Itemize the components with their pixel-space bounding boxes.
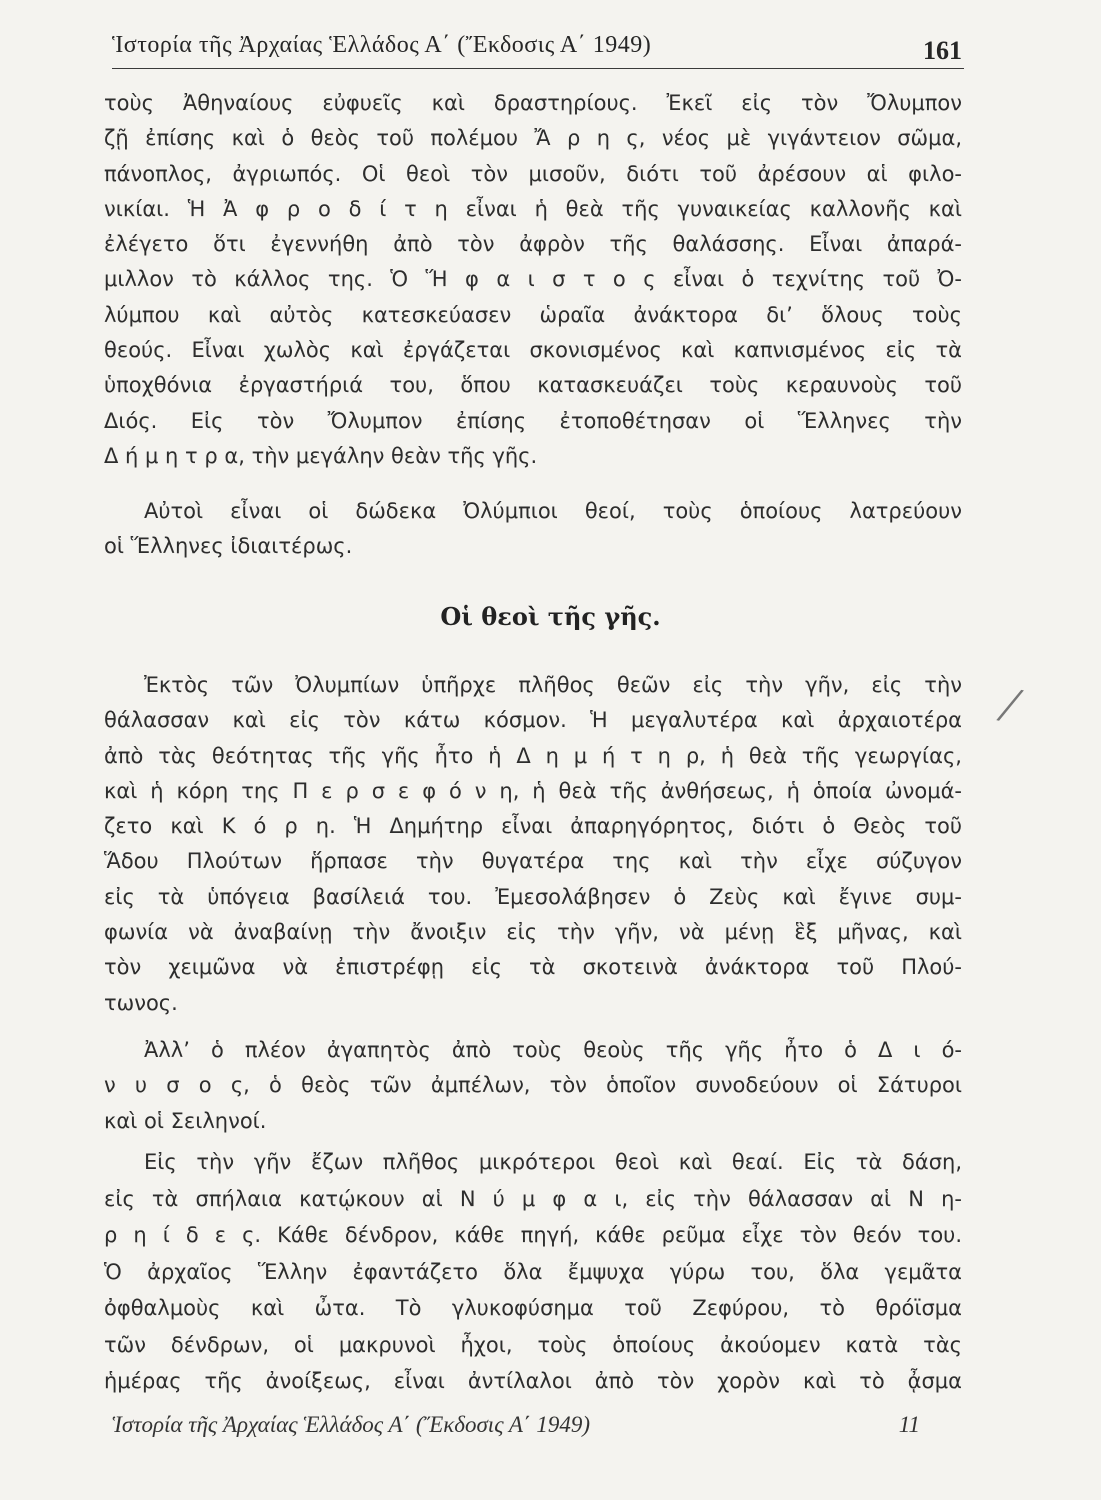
text-line: ζῇ ἐπίσης καὶ ὁ θεὸς τοῦ πολέμου Ἄ ρ η ς, νέος μὲ γιγάντειον σῶμα, — [104, 126, 962, 151]
text-line: καὶ ἡ κόρη της Π ε ρ σ ε φ ό ν η, ἡ θεὰ τῆς ἀνθήσεως, ἡ ὁποία ὠνομά- — [104, 778, 962, 803]
text-line: Ὁ ἀρχαῖος Ἕλλην ἐφαντάζετο ὅλα ἔμψυχα γύρω του, ὅλα γεμᾶτα — [104, 1259, 962, 1284]
text-line: Δ ή μ η τ ρ α, τὴν μεγάλην θεὰν τῆς γῆς. — [104, 443, 538, 468]
text-line: Ἅδου Πλούτων ἥρπασε τὴν θυγατέρα της καὶ τὴν εἶχε σύζυγον — [104, 849, 962, 874]
paragraph-dionysus — [104, 1033, 962, 1139]
text-line: λύμπου καὶ αὐτὸς κατεσκεύασεν ὡραῖα ἀνάκτορα δι’ ὅλους τοὺς — [104, 302, 962, 327]
running-footer — [112, 1412, 920, 1438]
text-line: Εἰς τὴν γῆν ἔζων πλῆθος μικρότεροι θεοὶ καὶ θεαί. Εἰς τὰ δάση, — [144, 1150, 962, 1174]
text-line: ἐλέγετο ὅτι ἐγεννήθη ἀπὸ τὸν ἀφρὸν τῆς θαλάσσης. Εἶναι ἀπαρά- — [104, 232, 962, 257]
text-line: τῶν δένδρων, οἱ μακρυνοὶ ἦχοι, τοὺς ὁποίους ἀκούομεν κατὰ τὰς — [104, 1332, 962, 1357]
text-line: πάνοπλος, ἀγριωπός. Οἱ θεοὶ τὸν μισοῦν, διότι τοῦ ἀρέσουν αἱ φιλο- — [104, 161, 962, 186]
text-line: εἰς τὰ σπήλαια κατῴκουν αἱ Ν ύ μ φ α ι, εἰς τὴν θάλασσαν αἱ Ν η- — [104, 1186, 962, 1211]
running-title: Ἱστορία τῆς Ἀρχαίας Ἑλλάδος Α΄ (Ἔκδοσις Α΄ 1949) — [112, 32, 652, 58]
text-line: ζετο καὶ Κ ό ρ η. Ἡ Δημήτηρ εἶναι ἀπαρηγόρητος, διότι ὁ Θεὸς τοῦ — [104, 814, 962, 839]
text-line: θεούς. Εἶναι χωλὸς καὶ ἐργάζεται σκονισμένος καὶ καπνισμένος εἰς τὰ — [104, 338, 962, 363]
text-line: Αὐτοὶ εἶναι οἱ δώδεκα Ὀλύμπιοι θεοί, τοὺς ὁποίους λατρεύουν — [144, 499, 962, 523]
text-line: καὶ οἱ Σειληνοί. — [104, 1108, 267, 1133]
text-line: μιλλον τὸ κάλλος της. Ὁ Ἥ φ α ι σ τ ο ς εἶναι ὁ τεχνίτης τοῦ Ὀ- — [104, 267, 962, 292]
text-line: τωνος. — [104, 990, 178, 1015]
text-line: ὀφθαλμοὺς καὶ ὦτα. Τὸ γλυκοφύσημα τοῦ Ζεφύρου, τὸ θρόϊσμα — [104, 1296, 962, 1320]
paragraph-minor-deities — [104, 1144, 962, 1400]
text-line: ν υ σ ο ς, ὁ θεὸς τῶν ἀμπέλων, τὸν ὁποῖον συνοδεύουν οἱ Σάτυροι — [104, 1073, 962, 1098]
text-line: φωνία νὰ ἀναβαίνῃ τὴν ἄνοιξιν εἰς τὴν γῆν, νὰ μένῃ ἓξ μῆνας, καὶ — [104, 920, 962, 945]
page-number: 161 — [923, 36, 962, 65]
text-line: ὑποχθόνια ἐργαστήριά του, ὅπου κατασκευάζει τοὺς κεραυνοὺς τοῦ — [104, 373, 962, 398]
footer-page-number: 11 — [898, 1412, 920, 1437]
text-line: Διός. Εἰς τὸν Ὄλυμπον ἐπίσης ἐτοποθέτησαν οἱ Ἕλληνες τὴν — [104, 408, 962, 433]
text-line: τὸν χειμῶνα νὰ ἐπιστρέφῃ εἰς τὰ σκοτεινὰ ἀνάκτορα τοῦ Πλού- — [104, 955, 962, 980]
text-line: θάλασσαν καὶ εἰς τὸν κάτω κόσμον. Ἡ μεγαλυτέρα καὶ ἀρχαιοτέρα — [104, 708, 962, 733]
text-line: ἀπὸ τὰς θεότητας τῆς γῆς ἦτο ἡ Δ η μ ή τ η ρ, ἡ θεὰ τῆς γεωργίας, — [104, 743, 962, 768]
running-header — [112, 28, 964, 69]
paragraph-olympian-gods — [104, 86, 962, 474]
text-line: ἡμέρας τῆς ἀνοίξεως, εἶναι ἀντίλαλοι ἀπὸ τὸν χορὸν καὶ τὸ ᾆσμα — [104, 1369, 962, 1393]
footer-title: Ἱστορία τῆς Ἀρχαίας Ἑλλάδος Α΄ (Ἔκδοσις Α΄ 1949) — [112, 1412, 590, 1437]
section-heading: Οἱ θεοὶ τῆς γῆς. — [440, 602, 661, 631]
text-line: οἱ Ἕλληνες ἰδιαιτέρως. — [104, 534, 353, 559]
pencil-check-mark: / — [996, 676, 1023, 735]
text-line: ρ η ί δ ε ς. Κάθε δένδρον, κάθε πηγή, κάθε ρεῦμα εἶχε τὸν θεόν του. — [104, 1223, 962, 1247]
text-line: τοὺς Ἀθηναίους εὐφυεῖς καὶ δραστηρίους. Ἐκεῖ εἰς τὸν Ὄλυμπον — [104, 91, 962, 115]
text-line: εἰς τὰ ὑπόγεια βασίλειά του. Ἐμεσολάβησεν ὁ Ζεὺς καὶ ἔγινε συμ- — [104, 884, 962, 909]
paragraph-earth-gods — [104, 668, 962, 1021]
text-line: νικίαι. Ἡ Ἀ φ ρ ο δ ί τ η εἶναι ἡ θεὰ τῆς γυναικείας καλλονῆς καὶ — [104, 196, 962, 221]
text-line: Ἐκτὸς τῶν Ὀλυμπίων ὑπῆρχε πλῆθος θεῶν εἰς τὴν γῆν, εἰς τὴν — [144, 673, 962, 697]
text-line: Ἀλλ’ ὁ πλέον ἀγαπητὸς ἀπὸ τοὺς θεοὺς τῆς γῆς ἦτο ὁ Δ ι ό- — [144, 1038, 962, 1062]
paragraph-twelve-gods — [104, 494, 962, 565]
